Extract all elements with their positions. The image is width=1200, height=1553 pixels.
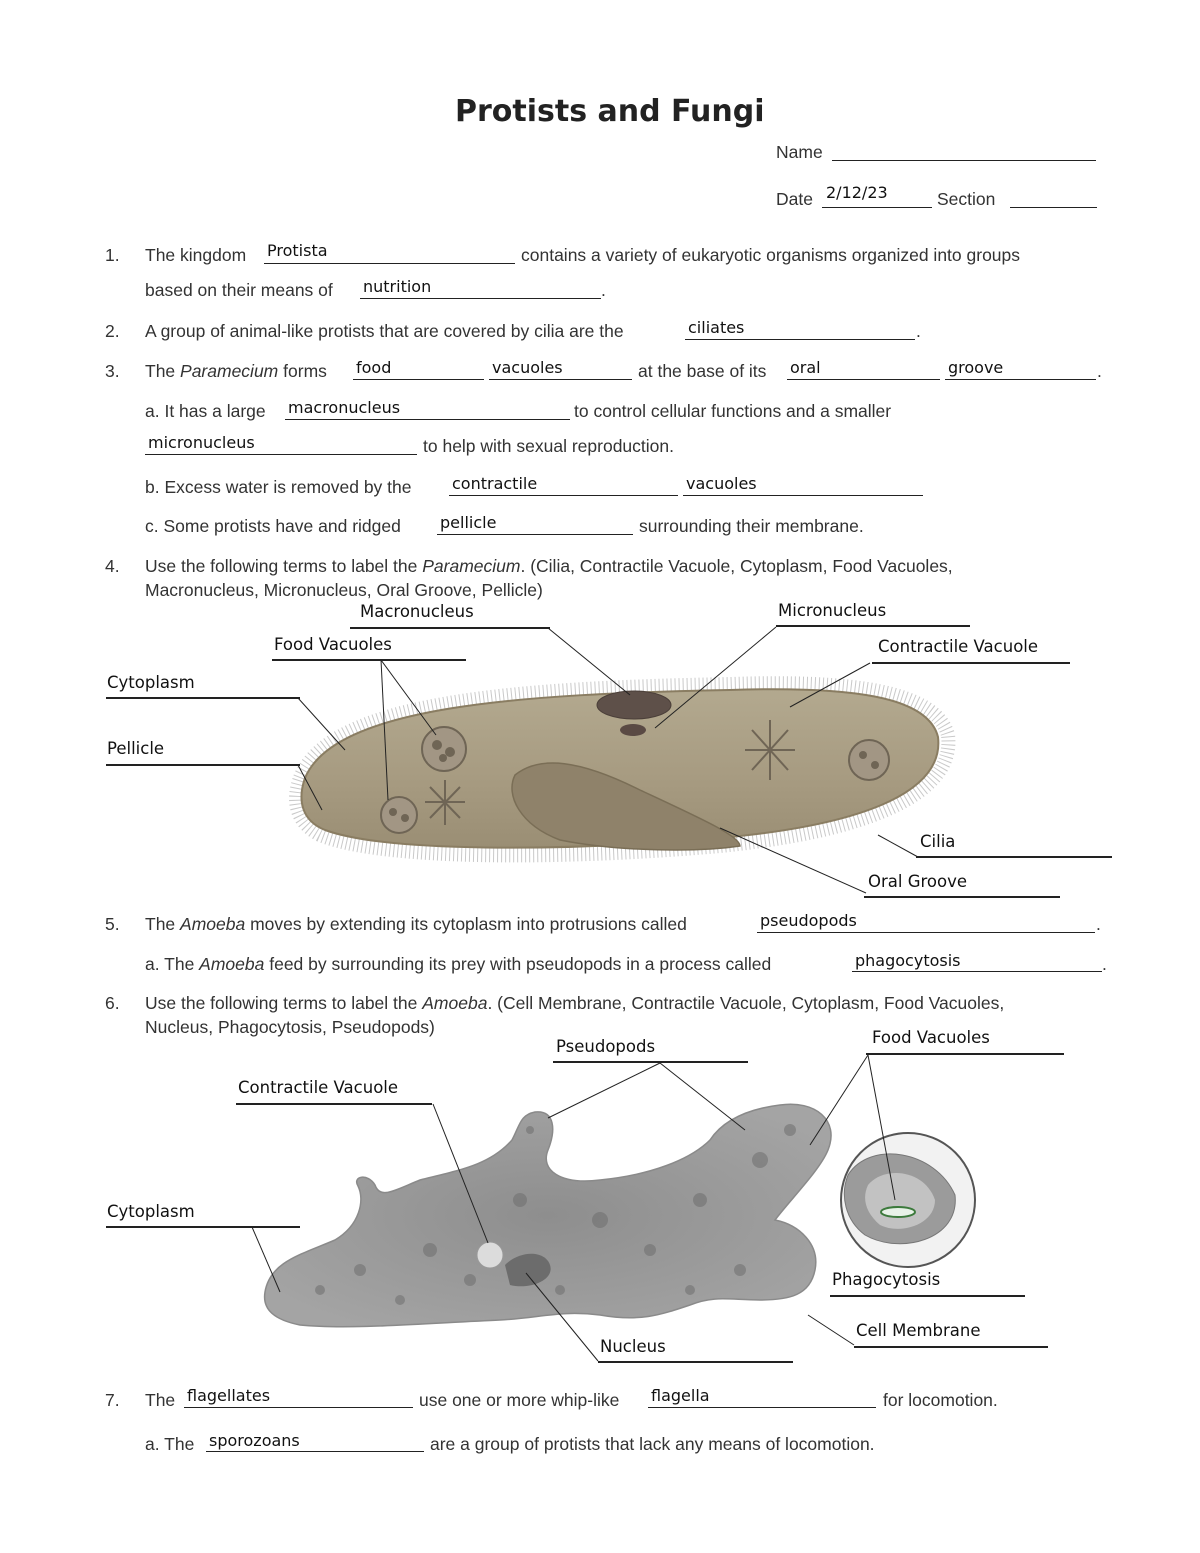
- q4-text-part: Use the following terms to label the: [145, 556, 418, 576]
- label-micronucleus: Micronucleus: [778, 601, 887, 620]
- q5-answer-pseudopods[interactable]: pseudopods: [760, 911, 857, 930]
- q3a-answer-micronucleus[interactable]: micronucleus: [148, 433, 255, 452]
- q2-number: 2.: [105, 321, 120, 341]
- label-phagocytosis: Phagocytosis: [832, 1270, 941, 1289]
- q5-text-part: The: [145, 914, 176, 934]
- page-title: Protists and Fungi: [455, 94, 765, 129]
- q3b-text: b. Excess water is removed by the: [145, 477, 412, 497]
- label-pseudopods: Pseudopods: [556, 1037, 656, 1056]
- date-value[interactable]: 2/12/23: [826, 183, 888, 202]
- amoeba-body: [265, 1104, 831, 1327]
- q3-number: 3.: [105, 361, 120, 381]
- q6-text-part: Use the following terms to label the: [145, 993, 418, 1013]
- q1-text: The kingdom: [145, 245, 247, 265]
- q3-text-part: The: [145, 361, 176, 381]
- q1-number: 1.: [105, 245, 120, 265]
- q3-text-part: forms: [283, 361, 327, 381]
- q3a-text: to help with sexual reproduction.: [423, 436, 674, 456]
- label-line: [553, 1061, 748, 1063]
- q3b-answer-vacuoles[interactable]: vacuoles: [686, 474, 757, 493]
- q1-answer-nutrition[interactable]: nutrition: [363, 277, 432, 296]
- q3-text: at the base of its: [638, 361, 767, 381]
- date-label: Date: [776, 189, 813, 209]
- q7a-text: a. The: [145, 1434, 195, 1454]
- label-line: [598, 1361, 793, 1363]
- q3a-text: a. It has a large: [145, 401, 266, 421]
- q1-answer-kingdom[interactable]: Protista: [267, 241, 328, 260]
- label-cilia: Cilia: [920, 832, 956, 851]
- q3b-answer-contractile[interactable]: contractile: [452, 474, 538, 493]
- q2-answer[interactable]: ciliates: [688, 318, 745, 337]
- q7a-answer-sporozoans[interactable]: sporozoans: [209, 1431, 300, 1450]
- label-contractile-vacuole: Contractile Vacuole: [878, 637, 1039, 656]
- q5a-text-part: feed by surrounding its prey with pseudopods in a process called: [269, 954, 772, 974]
- q5a-answer-phagocytosis[interactable]: phagocytosis: [855, 951, 961, 970]
- label-line: [236, 1103, 432, 1105]
- q7-answer-flagellates[interactable]: flagellates: [187, 1386, 271, 1405]
- q6-amoeba-italic: Amoeba: [422, 993, 488, 1013]
- q6-text-part: . (Cell Membrane, Contractile Vacuole, Cytoplasm, Food Vacuoles,: [487, 993, 1005, 1013]
- label-cell-membrane: Cell Membrane: [856, 1321, 981, 1340]
- label-macronucleus: Macronucleus: [360, 602, 474, 621]
- q5-period: .: [1096, 914, 1101, 934]
- q7-blank-flagella[interactable]: [648, 1407, 876, 1408]
- q1-text: contains a variety of eukaryotic organisms organized into groups: [521, 245, 1021, 265]
- label-line: [830, 1295, 1025, 1297]
- q3c-answer-pellicle[interactable]: pellicle: [440, 513, 497, 532]
- q6-text-line2: Nucleus, Phagocytosis, Pseudopods): [145, 1017, 435, 1037]
- q4-paramecium-italic: Paramecium: [422, 556, 521, 576]
- label-contractile-vacuole-amoeba: Contractile Vacuole: [238, 1078, 399, 1097]
- q3-answer-groove[interactable]: groove: [948, 358, 1004, 377]
- label-oral-groove: Oral Groove: [868, 872, 968, 891]
- q2-period: .: [916, 321, 921, 341]
- q1-text: based on their means of: [145, 280, 333, 300]
- q7-answer-flagella[interactable]: flagella: [651, 1386, 710, 1405]
- q7-text: use one or more whip-like: [419, 1390, 620, 1410]
- q5-text-part: moves by extending its cytoplasm into protrusions called: [250, 914, 687, 934]
- q3c-text: surrounding their membrane.: [639, 516, 864, 536]
- label-pellicle: Pellicle: [107, 739, 165, 758]
- q5-number: 5.: [105, 914, 120, 934]
- label-line: [106, 1226, 300, 1228]
- q7-blank-flagellates[interactable]: [184, 1407, 413, 1408]
- q7-text: The: [145, 1390, 176, 1410]
- name-label: Name: [776, 142, 823, 162]
- label-line: [866, 1053, 1064, 1055]
- q5a-amoeba-italic: Amoeba: [199, 954, 265, 974]
- q4-text-part: . (Cilia, Contractile Vacuole, Cytoplasm, Food Vacuoles,: [520, 556, 953, 576]
- q5a-text-part: a. The: [145, 954, 195, 974]
- phagocytosis-prey: [881, 1207, 915, 1217]
- label-food-vacuoles: Food Vacuoles: [274, 635, 392, 654]
- q7a-blank-sporozoans[interactable]: [206, 1451, 424, 1452]
- q5a-period: .: [1102, 954, 1107, 974]
- label-cytoplasm: Cytoplasm: [107, 673, 195, 692]
- q3-answer-food[interactable]: food: [356, 358, 392, 377]
- q5-amoeba-italic: Amoeba: [180, 914, 246, 934]
- q6-number: 6.: [105, 993, 120, 1013]
- label-nucleus: Nucleus: [600, 1337, 666, 1356]
- q7a-text: are a group of protists that lack any means of locomotion.: [430, 1434, 875, 1454]
- q3c-text: c. Some protists have and ridged: [145, 516, 401, 536]
- q3-answer-vacuoles[interactable]: vacuoles: [492, 358, 563, 377]
- q3a-answer-macronucleus[interactable]: macronucleus: [288, 398, 401, 417]
- q4-number: 4.: [105, 556, 120, 576]
- q3-paramecium-italic: Paramecium: [180, 361, 279, 381]
- label-food-vacuoles-amoeba: Food Vacuoles: [872, 1028, 990, 1047]
- q7-text: for locomotion.: [883, 1390, 998, 1410]
- contractile-vacuole-shape: [477, 1242, 503, 1268]
- q3-answer-oral[interactable]: oral: [790, 358, 821, 377]
- label-line: [854, 1346, 1048, 1348]
- label-cytoplasm-amoeba: Cytoplasm: [107, 1202, 195, 1221]
- q3-period: .: [1097, 361, 1102, 381]
- section-label: Section: [937, 189, 996, 209]
- q4-text-line2: Macronucleus, Micronucleus, Oral Groove, Pellicle): [145, 580, 543, 600]
- q2-text: A group of animal-like protists that are covered by cilia are the: [145, 321, 624, 341]
- q3a-text: to control cellular functions and a smaller: [574, 401, 892, 421]
- q7-number: 7.: [105, 1390, 120, 1410]
- q1-period: .: [601, 280, 606, 300]
